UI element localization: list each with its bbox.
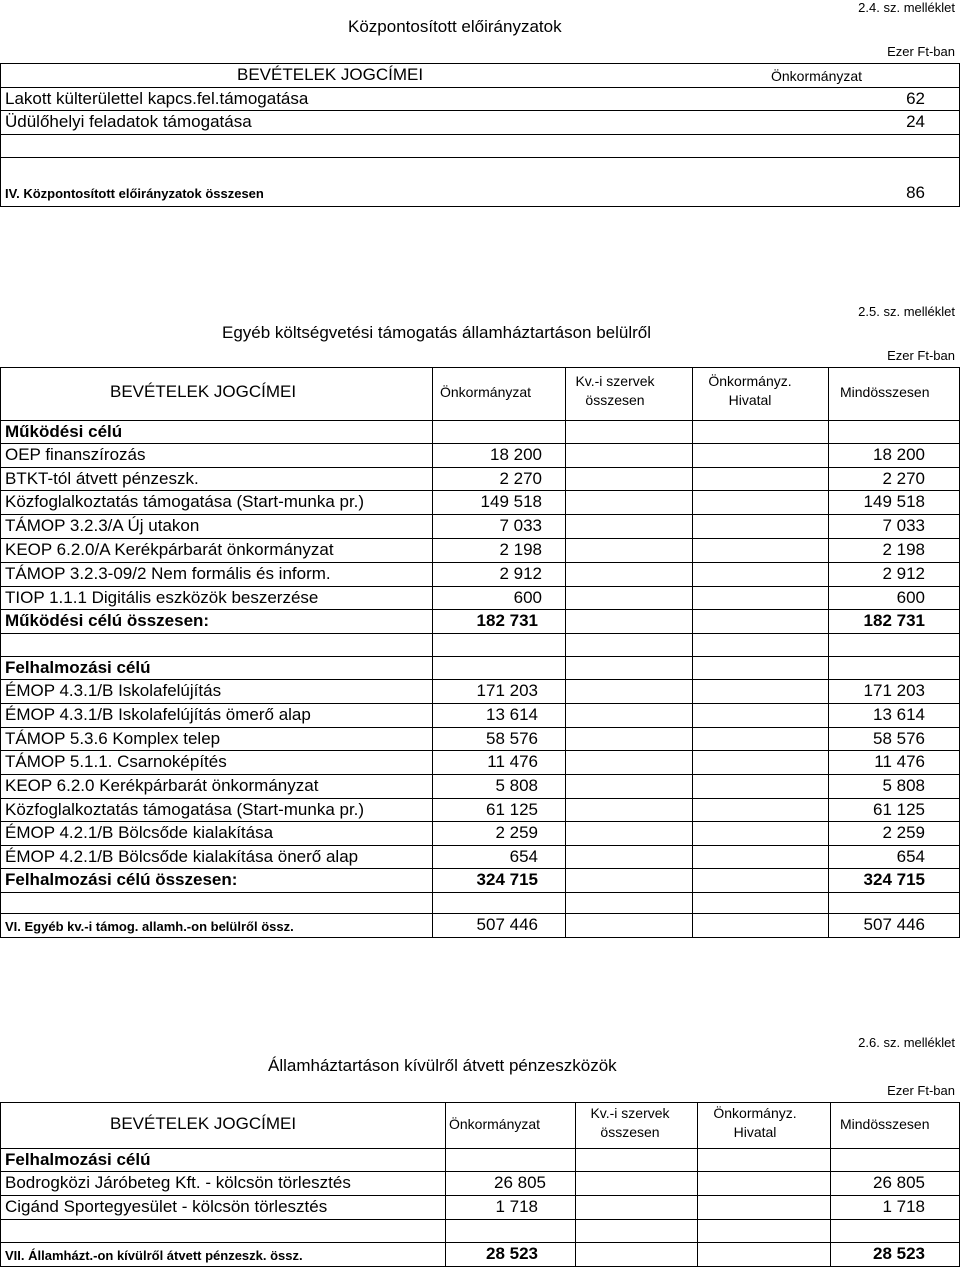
section1-annex: 2.4. sz. melléklet	[858, 0, 955, 15]
table-cell-onk: 171 203	[476, 681, 538, 700]
section3-grand-onk: 28 523	[486, 1244, 538, 1263]
table-cell-total: 7 033	[882, 516, 925, 535]
table-row-label: ÉMOP 4.2.1/B Bölcsőde kialakítása önerő alap	[5, 847, 359, 866]
table-cell-total: 5 808	[882, 776, 925, 795]
table-cell-onk: 1 718	[495, 1197, 538, 1216]
section3-column-hivatal: Önkormányz. Hivatal	[713, 1105, 797, 1140]
table-cell-onk: 2 198	[499, 540, 542, 559]
table-cell-total: 18 200	[873, 445, 925, 464]
table-cell-onk: 58 576	[486, 729, 538, 748]
section2-group1-sum-onk: 182 731	[476, 611, 538, 630]
section3-annex: 2.6. sz. melléklet	[858, 1035, 955, 1050]
table-cell-onk: 600	[513, 588, 542, 607]
table-row-label: TÁMOP 5.3.6 Komplex telep	[5, 729, 221, 748]
section2-group2-title: Felhalmozási célú	[5, 658, 151, 677]
section1-title: Központosított előirányzatok	[348, 17, 562, 36]
table-row-label: Közfoglalkoztatás támogatása (Start-munka pr.)	[5, 800, 365, 819]
table-cell-total: 149 518	[863, 492, 925, 511]
table-row-label: TÁMOP 3.2.3-09/2 Nem formális és inform.	[5, 564, 331, 583]
table-row-label: KEOP 6.2.0/A Kerékpárbarát önkormányzat	[5, 540, 334, 559]
table-cell-total: 600	[896, 588, 925, 607]
section2-column-total: Mindösszesen	[840, 384, 930, 400]
section1-column-onk: Önkormányzat	[771, 68, 863, 84]
section1-row-value: 24	[906, 112, 925, 131]
table-cell-onk: 2 912	[499, 564, 542, 583]
table-row-label: ÉMOP 4.3.1/B Iskolafelújítás	[5, 681, 222, 700]
table-cell-onk: 149 518	[480, 492, 542, 511]
section1-column-header: BEVÉTELEK JOGCÍMEI	[237, 65, 424, 84]
section2-group2-sum-onk: 324 715	[476, 870, 538, 889]
section3-title: Államháztartáson kívülről átvett pénzeszközök	[268, 1056, 617, 1075]
table-row-label: TÁMOP 3.2.3/A Új utakon	[5, 516, 200, 535]
table-row-label: KEOP 6.2.0 Kerékpárbarát önkormányzat	[5, 776, 319, 795]
section3-column-kv: Kv.-i szervek összesen	[590, 1105, 670, 1140]
section2-group1-sum-total: 182 731	[863, 611, 925, 630]
table-cell-onk: 2 270	[499, 469, 542, 488]
section3-column-onk: Önkormányzat	[449, 1116, 541, 1132]
table-row-label: TIOP 1.1.1 Digitális eszközök beszerzése	[5, 588, 319, 607]
section2-grand-label: VI. Egyéb kv.-i támog. allamh.-on belülről össz.	[5, 919, 294, 934]
section2-group2-sum-label: Felhalmozási célú összesen:	[5, 870, 238, 889]
table-cell-total: 13 614	[873, 705, 925, 724]
table-cell-total: 1 718	[882, 1197, 925, 1216]
table-cell-onk: 5 808	[495, 776, 538, 795]
table-cell-onk: 11 476	[487, 752, 538, 771]
table-cell-total: 26 805	[873, 1173, 925, 1192]
table-cell-onk: 2 259	[495, 823, 538, 842]
table-row-label: TÁMOP 5.1.1. Csarnoképítés	[5, 752, 227, 771]
section3-grand-total: 28 523	[873, 1244, 925, 1263]
table-row-label: Cigánd Sportegyesület - kölcsön törlesztés	[5, 1197, 328, 1216]
table-cell-onk: 13 614	[486, 705, 538, 724]
section1-total-value: 86	[906, 183, 925, 202]
table-cell-total: 61 125	[873, 800, 925, 819]
table-row-label: BTKT-tól átvett pénzeszk.	[5, 469, 199, 488]
section3-column-total: Mindösszesen	[840, 1116, 930, 1132]
section2-column-header: BEVÉTELEK JOGCÍMEI	[110, 382, 297, 401]
table-cell-total: 2 912	[882, 564, 925, 583]
table-row-label: OEP finanszírozás	[5, 445, 146, 464]
table-cell-onk: 26 805	[494, 1173, 546, 1192]
table-row-label: ÉMOP 4.2.1/B Bölcsőde kialakítása	[5, 823, 274, 842]
section3-unit: Ezer Ft-ban	[887, 1083, 955, 1098]
section1-row-value: 62	[906, 89, 925, 108]
section2-unit: Ezer Ft-ban	[887, 348, 955, 363]
section2-annex: 2.5. sz. melléklet	[858, 304, 955, 319]
section1-total-label: IV. Központosított előirányzatok összesen	[5, 186, 264, 201]
table-cell-total: 2 198	[882, 540, 925, 559]
table-cell-total: 654	[896, 847, 925, 866]
section2-group2-sum-total: 324 715	[863, 870, 925, 889]
section3-column-header: BEVÉTELEK JOGCÍMEI	[110, 1114, 297, 1133]
table-cell-total: 2 259	[882, 823, 925, 842]
section2-grand-total: 507 446	[863, 915, 925, 934]
section2-title: Egyéb költségvetési támogatás államháztartáson belülről	[222, 323, 652, 342]
table-cell-total: 2 270	[882, 469, 925, 488]
section3-grand-label: VII. Államházt.-on kívülről átvett pénzeszk. össz.	[5, 1248, 303, 1263]
table-cell-onk: 654	[509, 847, 538, 866]
section2-column-onk: Önkormányzat	[440, 384, 532, 400]
section2-grand-onk: 507 446	[476, 915, 538, 934]
table-cell-total: 58 576	[873, 729, 925, 748]
table-cell-total: 11 476	[874, 752, 925, 771]
table-row-label: Bodrogközi Járóbeteg Kft. - kölcsön törlesztés	[5, 1173, 351, 1192]
section1-row-label: Üdülőhelyi feladatok támogatása	[5, 112, 252, 131]
table-cell-onk: 7 033	[499, 516, 542, 535]
section2-group1-sum-label: Működési célú összesen:	[5, 611, 210, 630]
section3-group-title: Felhalmozási célú	[5, 1150, 151, 1169]
section2-column-hivatal: Önkormányz. Hivatal	[708, 373, 792, 408]
table-cell-total: 171 203	[863, 681, 925, 700]
section1-unit: Ezer Ft-ban	[887, 44, 955, 59]
section2-group1-title: Működési célú	[5, 422, 123, 441]
section2-column-kv: Kv.-i szervek összesen	[575, 373, 655, 408]
table-cell-onk: 18 200	[490, 445, 542, 464]
table-cell-onk: 61 125	[486, 800, 538, 819]
section1-row-label: Lakott külterülettel kapcs.fel.támogatása	[5, 89, 309, 108]
table-row-label: ÉMOP 4.3.1/B Iskolafelújítás ömerő alap	[5, 705, 311, 724]
table-row-label: Közfoglalkoztatás támogatása (Start-munka pr.)	[5, 492, 365, 511]
